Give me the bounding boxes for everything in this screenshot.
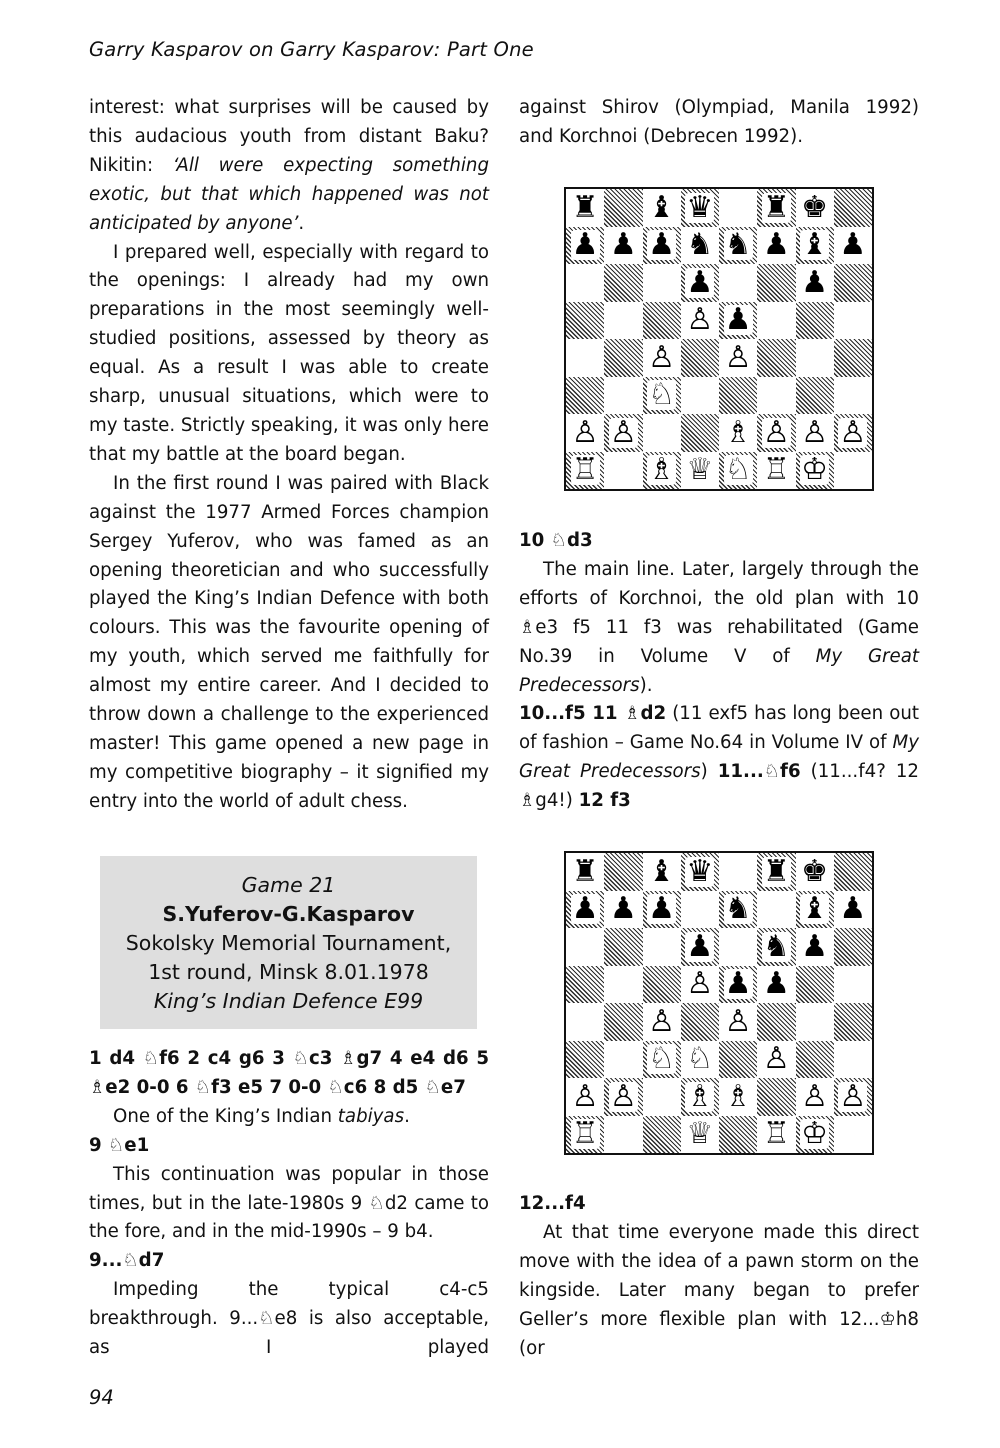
- square-f7: [757, 227, 795, 265]
- game-event: Sokolsky Memorial Tournament,: [125, 931, 452, 955]
- black-knight: ♞: [724, 891, 752, 927]
- square-b4: [604, 1003, 642, 1041]
- white-pawn: ♙: [801, 1078, 829, 1114]
- square-a1: [566, 1116, 604, 1154]
- left-column: [89, 94, 489, 817]
- square-d5: [681, 966, 719, 1004]
- square-h1: [834, 452, 872, 490]
- square-h4: [834, 1003, 872, 1041]
- square-d3: [681, 1041, 719, 1079]
- paragraph: I prepared well, especially with regard to the openings: I already had my own preparations in the most seemingly well-studied positions, assessed by theory as equal. As a result I was able to create sharp, unusual situations, which were to my taste. Strictly speaking, it was only here that my battle at the board began.: [89, 241, 489, 465]
- square-c2: [643, 414, 681, 452]
- square-g7: [796, 891, 834, 929]
- square-e3: [719, 1041, 757, 1079]
- move-line: 9...♘d7: [89, 1250, 165, 1272]
- text-run: One of the King’s Indian: [113, 1105, 338, 1127]
- text-run: .: [404, 1105, 410, 1127]
- square-c4: [643, 1003, 681, 1041]
- black-bishop: ♝: [801, 227, 829, 263]
- black-bishop: ♝: [648, 189, 676, 225]
- text-run: (11...f4? 12 ♗g4!): [519, 761, 919, 812]
- square-b2: [604, 414, 642, 452]
- square-c4: [643, 339, 681, 377]
- square-h8: [834, 189, 872, 227]
- square-a3: [566, 377, 604, 415]
- square-f5: [757, 302, 795, 340]
- square-b8: [604, 853, 642, 891]
- square-b7: [604, 891, 642, 929]
- paragraph: against Shirov (Olympiad, Manila 1992) and Korchnoi (Debrecen 1992).: [519, 97, 919, 147]
- black-queen: ♛: [686, 853, 714, 889]
- black-pawn: ♟: [648, 227, 676, 263]
- book-title: My Great Predecessors: [519, 732, 919, 783]
- black-pawn: ♟: [609, 227, 637, 263]
- square-h3: [834, 377, 872, 415]
- square-a2: [566, 1078, 604, 1116]
- white-pawn: ♙: [724, 339, 752, 375]
- white-pawn: ♙: [839, 414, 867, 450]
- black-king: ♚: [801, 853, 829, 889]
- square-h1: [834, 1116, 872, 1154]
- white-bishop: ♗: [648, 452, 676, 488]
- white-pawn: ♙: [686, 302, 714, 338]
- square-h8: [834, 853, 872, 891]
- square-c7: [643, 891, 681, 929]
- white-pawn: ♙: [571, 414, 599, 450]
- square-g4: [796, 339, 834, 377]
- square-g2: [796, 414, 834, 452]
- black-knight: ♞: [724, 227, 752, 263]
- square-e3: [719, 377, 757, 415]
- square-e4: [719, 339, 757, 377]
- square-a3: [566, 1041, 604, 1079]
- square-d3: [681, 377, 719, 415]
- square-a1: [566, 452, 604, 490]
- square-d1: [681, 1116, 719, 1154]
- square-g3: [796, 377, 834, 415]
- white-queen: ♕: [686, 1116, 714, 1152]
- left-column-lower: [89, 1045, 489, 1363]
- square-h7: [834, 891, 872, 929]
- white-pawn: ♙: [762, 1041, 790, 1077]
- square-d7: [681, 227, 719, 265]
- white-pawn: ♙: [686, 966, 714, 1002]
- game-opening: King’s Indian Defence E99: [153, 989, 424, 1013]
- square-c3: [643, 377, 681, 415]
- square-d6: [681, 264, 719, 302]
- black-knight: ♞: [762, 928, 790, 964]
- square-d8: [681, 853, 719, 891]
- square-h5: [834, 966, 872, 1004]
- text-run: (11 exf5 has long been out of fashion – Game No.64 in Volume IV of: [519, 703, 919, 754]
- square-a8: [566, 853, 604, 891]
- black-pawn: ♟: [648, 891, 676, 927]
- black-pawn: ♟: [724, 966, 752, 1002]
- square-b3: [604, 1041, 642, 1079]
- move-text: 12 f3: [578, 790, 631, 812]
- black-pawn: ♟: [762, 227, 790, 263]
- square-f8: [757, 853, 795, 891]
- text-run: ).: [639, 674, 653, 696]
- white-king: ♔: [801, 1116, 829, 1152]
- black-pawn: ♟: [839, 891, 867, 927]
- paragraph: Impeding the typical c4-c5 breakthrough. 9...♘e8 is also acceptable, as I played: [89, 1279, 489, 1359]
- square-d8: [681, 189, 719, 227]
- square-a4: [566, 1003, 604, 1041]
- square-e7: [719, 891, 757, 929]
- running-head: Garry Kasparov on Garry Kasparov: Part One: [89, 38, 534, 61]
- square-e2: [719, 414, 757, 452]
- square-b6: [604, 264, 642, 302]
- square-e5: [719, 302, 757, 340]
- white-queen: ♕: [686, 452, 714, 488]
- square-b5: [604, 302, 642, 340]
- square-c3: [643, 1041, 681, 1079]
- game-round: 1st round, Minsk 8.01.1978: [148, 960, 429, 984]
- square-c7: [643, 227, 681, 265]
- square-h6: [834, 264, 872, 302]
- right-column-middle: [519, 527, 919, 816]
- square-a5: [566, 966, 604, 1004]
- square-f3: [757, 1041, 795, 1079]
- square-f2: [757, 414, 795, 452]
- square-b4: [604, 339, 642, 377]
- square-e6: [719, 264, 757, 302]
- text-run: .: [298, 212, 305, 234]
- square-b3: [604, 377, 642, 415]
- white-bishop: ♗: [686, 1078, 714, 1114]
- paragraph: At that time everyone made this direct move with the idea of a pawn storm on the kingside. Later many began to prefer Geller’s more flexible plan with 12...♔h8 (or: [519, 1221, 919, 1359]
- white-pawn: ♙: [571, 1078, 599, 1114]
- square-e1: [719, 452, 757, 490]
- square-b2: [604, 1078, 642, 1116]
- square-d5: [681, 302, 719, 340]
- square-a2: [566, 414, 604, 452]
- black-pawn: ♟: [686, 928, 714, 964]
- paragraph: [519, 556, 919, 701]
- square-c5: [643, 966, 681, 1004]
- black-rook: ♜: [762, 189, 790, 225]
- black-knight: ♞: [686, 227, 714, 263]
- book-title: My Great Predecessors: [519, 645, 919, 696]
- square-c6: [643, 264, 681, 302]
- square-b8: [604, 189, 642, 227]
- square-d2: [681, 1078, 719, 1116]
- square-b7: [604, 227, 642, 265]
- move-text: 11...♘f6: [717, 761, 801, 783]
- square-a8: [566, 189, 604, 227]
- square-g2: [796, 1078, 834, 1116]
- right-column: [519, 94, 919, 152]
- black-rook: ♜: [571, 189, 599, 225]
- paragraph: [519, 700, 919, 816]
- white-rook: ♖: [762, 1116, 790, 1152]
- game-players: S.Yuferov-G.Kasparov: [162, 902, 415, 926]
- chess-diagram-1: [564, 187, 874, 491]
- move-line: 12...f4: [519, 1193, 586, 1214]
- white-bishop: ♗: [724, 1078, 752, 1114]
- black-pawn: ♟: [762, 966, 790, 1002]
- square-c5: [643, 302, 681, 340]
- square-f4: [757, 1003, 795, 1041]
- black-pawn: ♟: [609, 891, 637, 927]
- white-pawn: ♙: [762, 414, 790, 450]
- text-run: The main line. Later, largely through the efforts of Korchnoi, the old plan with 10 ♗e3 f5 11 f3 was rehabilitated (Game No.39 in Volume V of: [519, 558, 919, 667]
- square-a6: [566, 928, 604, 966]
- square-g5: [796, 302, 834, 340]
- square-g1: [796, 1116, 834, 1154]
- move-line: 9 ♘e1: [89, 1134, 150, 1156]
- paragraph: [89, 94, 489, 239]
- paragraph: [89, 1103, 489, 1132]
- text-run: ): [700, 761, 718, 783]
- white-knight: ♘: [648, 1041, 676, 1077]
- move-line: 10 ♘d3: [519, 530, 593, 551]
- page-number: 94: [89, 1386, 114, 1409]
- paragraph: In the first round I was paired with Black against the 1977 Armed Forces champion Sergey Yuferov, who was famed as an opening theoretician and who successfully played the King’s Indian Defence with both colours. This was the favourite opening of my youth, which served me faithfully for almost my entire career. And I decided to throw down a challenge to the experienced master! This game opened a new page in my competitive biography – it signified my entry into the world of adult chess.: [89, 472, 489, 812]
- white-knight: ♘: [724, 452, 752, 488]
- square-f1: [757, 1116, 795, 1154]
- black-pawn: ♟: [839, 227, 867, 263]
- right-column-lower: [519, 1190, 919, 1363]
- square-h2: [834, 414, 872, 452]
- square-e7: [719, 227, 757, 265]
- square-b6: [604, 928, 642, 966]
- black-queen: ♛: [686, 189, 714, 225]
- square-d7: [681, 891, 719, 929]
- square-g8: [796, 189, 834, 227]
- game-title: Game 21: [241, 873, 336, 897]
- square-d6: [681, 928, 719, 966]
- square-c2: [643, 1078, 681, 1116]
- square-e4: [719, 1003, 757, 1041]
- square-e1: [719, 1116, 757, 1154]
- square-b5: [604, 966, 642, 1004]
- square-c1: [643, 1116, 681, 1154]
- white-rook: ♖: [571, 452, 599, 488]
- black-pawn: ♟: [571, 227, 599, 263]
- square-h5: [834, 302, 872, 340]
- italic-term: tabiyas: [337, 1105, 405, 1127]
- square-g7: [796, 227, 834, 265]
- square-c6: [643, 928, 681, 966]
- square-h7: [834, 227, 872, 265]
- paragraph: This continuation was popular in those times, but in the late-1980s 9 ♘d2 came to the fore, and in the mid-1990s – 9 b4.: [89, 1163, 489, 1243]
- square-a6: [566, 264, 604, 302]
- square-b1: [604, 1116, 642, 1154]
- black-pawn: ♟: [571, 891, 599, 927]
- quote: ‘All were expecting something exotic, but that which happened was not anticipated by anyone’: [89, 154, 489, 234]
- square-a4: [566, 339, 604, 377]
- square-a5: [566, 302, 604, 340]
- square-c8: [643, 189, 681, 227]
- square-a7: [566, 227, 604, 265]
- black-bishop: ♝: [648, 853, 676, 889]
- square-f4: [757, 339, 795, 377]
- white-pawn: ♙: [609, 414, 637, 450]
- square-g4: [796, 1003, 834, 1041]
- black-king: ♚: [801, 189, 829, 225]
- square-d4: [681, 1003, 719, 1041]
- white-king: ♔: [801, 452, 829, 488]
- square-a7: [566, 891, 604, 929]
- black-pawn: ♟: [801, 928, 829, 964]
- white-knight: ♘: [686, 1041, 714, 1077]
- move-line: 1 d4 ♘f6 2 c4 g6 3 ♘c3 ♗g7 4 e4 d6 5 ♗e2 0-0 6 ♘f3 e5 7 0-0 ♘c6 8 d5 ♘e7: [89, 1048, 489, 1098]
- square-g8: [796, 853, 834, 891]
- white-pawn: ♙: [648, 339, 676, 375]
- square-g6: [796, 928, 834, 966]
- square-f1: [757, 452, 795, 490]
- square-e2: [719, 1078, 757, 1116]
- square-h3: [834, 1041, 872, 1079]
- square-f3: [757, 377, 795, 415]
- square-b1: [604, 452, 642, 490]
- square-f6: [757, 264, 795, 302]
- square-d4: [681, 339, 719, 377]
- black-pawn: ♟: [724, 302, 752, 338]
- square-e8: [719, 189, 757, 227]
- square-g3: [796, 1041, 834, 1079]
- chess-diagram-2: [564, 851, 874, 1155]
- square-f2: [757, 1078, 795, 1116]
- square-f5: [757, 966, 795, 1004]
- square-d2: [681, 414, 719, 452]
- white-pawn: ♙: [801, 414, 829, 450]
- square-e6: [719, 928, 757, 966]
- black-pawn: ♟: [686, 264, 714, 300]
- black-bishop: ♝: [801, 891, 829, 927]
- square-f6: [757, 928, 795, 966]
- square-c8: [643, 853, 681, 891]
- square-g5: [796, 966, 834, 1004]
- white-knight: ♘: [648, 377, 676, 413]
- square-d1: [681, 452, 719, 490]
- square-h4: [834, 339, 872, 377]
- move-text: 10...f5 11 ♗d2: [519, 703, 667, 725]
- black-rook: ♜: [571, 853, 599, 889]
- game-header-box: [100, 856, 477, 1029]
- white-rook: ♖: [571, 1116, 599, 1152]
- square-f8: [757, 189, 795, 227]
- white-pawn: ♙: [724, 1003, 752, 1039]
- text-run: interest: what surprises will be caused by this audacious youth from distant Baku? Nikitin:: [89, 97, 489, 176]
- square-h6: [834, 928, 872, 966]
- square-g6: [796, 264, 834, 302]
- white-pawn: ♙: [609, 1078, 637, 1114]
- white-bishop: ♗: [724, 414, 752, 450]
- black-rook: ♜: [762, 853, 790, 889]
- white-rook: ♖: [762, 452, 790, 488]
- square-h2: [834, 1078, 872, 1116]
- white-pawn: ♙: [648, 1003, 676, 1039]
- square-e5: [719, 966, 757, 1004]
- white-pawn: ♙: [839, 1078, 867, 1114]
- square-c1: [643, 452, 681, 490]
- square-f7: [757, 891, 795, 929]
- square-g1: [796, 452, 834, 490]
- square-e8: [719, 853, 757, 891]
- black-pawn: ♟: [801, 264, 829, 300]
